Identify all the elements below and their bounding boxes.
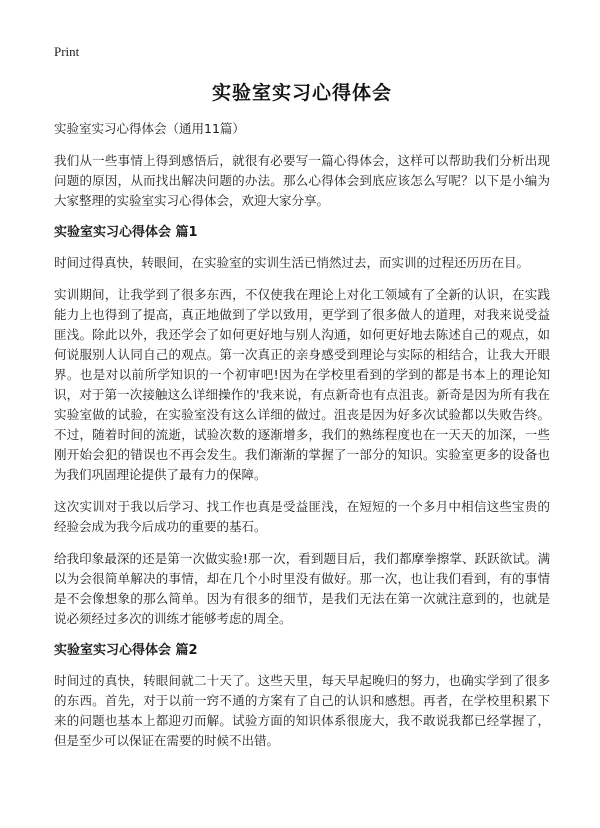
section-heading-2: 实验室实习心得体会 篇2 xyxy=(54,643,198,658)
paragraph: 时间过的真快，转眼间就二十天了。这些天里，每天早起晚归的努力，也确实学到了很多的东西。首先，对于以前一窍不通的方案有了自己的认识和感想。再者，在学校里积累下来的问题也基本上都迎刃而解。试验方面的知识体系很庞大，我不敢说我都已经掌握了，但是至少可以保证在需要的时候不出错。 xyxy=(54,673,550,748)
intro-paragraph: 我们从一些事情上得到感悟后，就很有必要写一篇心得体会，这样可以帮助我们分析出现问题的原因，从而找出解决问题的办法。那么心得体会到底应该怎么写呢？以下是小编为大家整理的实验室实习心得体会，欢迎大家分享。 xyxy=(54,153,550,208)
page-title: 实验室实习心得体会 xyxy=(211,82,392,104)
article xyxy=(54,78,550,763)
print-link[interactable]: Print xyxy=(54,44,80,59)
paragraph: 时间过得真快，转眼间，在实验室的实训生活已悄然过去，而实训的过程还历历在目。 xyxy=(54,255,530,270)
paragraph: 这次实训对于我以后学习、找工作也真是受益匪浅，在短短的一个多月中相信这些宝贵的经验会成为我今后成功的重要的基石。 xyxy=(54,499,550,534)
section-heading-1: 实验室实习心得体会 篇1 xyxy=(54,225,198,240)
article-subtitle: 实验室实习心得体会（通用11篇） xyxy=(54,121,245,136)
paragraph: 给我印象最深的还是第一次做实验!那一次，看到题目后，我们都摩拳擦掌、跃跃欲试。满以为会很简单解决的事情，却在几个小时里没有做好。那一次，也让我们看到，有的事情是不会像想象的那么简单。因为有很多的细节，是我们无法在第一次就注意到的，也就是说必须经过多次的训练才能够考虑的周全。 xyxy=(54,551,550,626)
paragraph: 实训期间，让我学到了很多东西，不仅使我在理论上对化工领域有了全新的认识，在实践能力上也得到了提高，真正地做到了学以致用，更学到了很多做人的道理，对我来说受益匪浅。除此以外，我还学会了如何更好地与别人沟通，如何更好地去陈述自己的观点，如何说服别人认同自己的观点。第一次真正的亲身感受到理论与实际的相结合，让我大开眼界。也是对以前所学知识的一个初审吧!因为在学校里看到的学到的都是书本上的理论知识，对于第一次接触这么详细操作的'我来说，有点新奇也有点沮丧。新奇是因为所有我在实验室做的试验，在实验室没有这么详细的做过。沮丧是因为好多次试验都以失败告终。不过，随着时间的流逝，试验次数的逐渐增多，我们的熟练程度也在一天天的加深，一些刚开始会犯的错误也不再会发生。我们渐渐的掌握了一部分的知识。实验室更多的设备也为我们巩固理论提供了最有力的保障。 xyxy=(54,287,550,482)
